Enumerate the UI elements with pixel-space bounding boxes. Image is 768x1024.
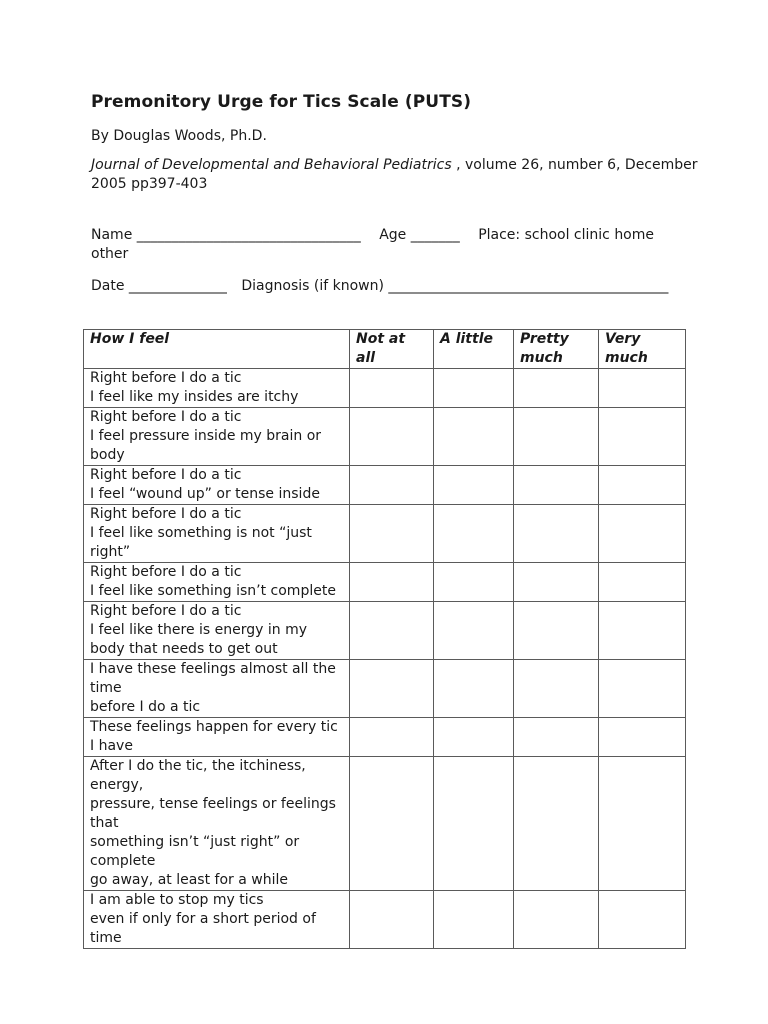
rating-cell-very-much[interactable]	[599, 757, 686, 891]
rating-cell-pretty-much[interactable]	[514, 757, 599, 891]
table-row	[84, 563, 686, 602]
header-very-much: Very much	[599, 330, 686, 369]
table-row	[84, 660, 686, 718]
patient-info-line	[91, 226, 681, 264]
header-pretty-much: Pretty much	[514, 330, 599, 369]
rating-cell-very-much[interactable]	[599, 505, 686, 563]
item-statement: Right before I do a tic I feel pressure inside my brain or body	[84, 408, 350, 466]
table-row	[84, 891, 686, 949]
rating-cell-not-at-all[interactable]	[350, 891, 434, 949]
rating-cell-pretty-much[interactable]	[514, 466, 599, 505]
rating-cell-a-little[interactable]	[434, 505, 514, 563]
date-diagnosis-line	[91, 277, 681, 296]
rating-cell-not-at-all[interactable]	[350, 757, 434, 891]
rating-cell-pretty-much[interactable]	[514, 718, 599, 757]
item-statement: These feelings happen for every tic I have	[84, 718, 350, 757]
rating-cell-very-much[interactable]	[599, 369, 686, 408]
table-row	[84, 408, 686, 466]
rating-cell-very-much[interactable]	[599, 660, 686, 718]
table-header-row	[84, 330, 686, 369]
item-statement: I am able to stop my tics even if only for a short period of time	[84, 891, 350, 949]
item-statement: Right before I do a tic I feel like something isn’t complete	[84, 563, 350, 602]
table-body	[84, 369, 686, 949]
rating-cell-a-little[interactable]	[434, 408, 514, 466]
author-line: By Douglas Woods, Ph.D.	[91, 128, 267, 144]
rating-cell-not-at-all[interactable]	[350, 505, 434, 563]
rating-cell-not-at-all[interactable]	[350, 660, 434, 718]
rating-cell-a-little[interactable]	[434, 602, 514, 660]
item-statement: Right before I do a tic I feel “wound up” or tense inside	[84, 466, 350, 505]
rating-cell-a-little[interactable]	[434, 466, 514, 505]
rating-cell-very-much[interactable]	[599, 718, 686, 757]
rating-cell-not-at-all[interactable]	[350, 369, 434, 408]
header-a-little: A little	[434, 330, 514, 369]
item-statement: I have these feelings almost all the time before I do a tic	[84, 660, 350, 718]
rating-cell-pretty-much[interactable]	[514, 369, 599, 408]
place-field[interactable]: Place: school clinic home other	[91, 227, 655, 262]
table-row	[84, 369, 686, 408]
table-row	[84, 718, 686, 757]
diagnosis-field[interactable]: Diagnosis (if known) ________________________________________	[241, 278, 669, 294]
rating-cell-very-much[interactable]	[599, 466, 686, 505]
rating-cell-very-much[interactable]	[599, 408, 686, 466]
table-row	[84, 505, 686, 563]
age-field[interactable]: Age _______	[379, 227, 460, 243]
rating-cell-not-at-all[interactable]	[350, 563, 434, 602]
rating-cell-pretty-much[interactable]	[514, 408, 599, 466]
puts-rating-table	[83, 329, 686, 949]
item-statement: Right before I do a tic I feel like my insides are itchy	[84, 369, 350, 408]
table-row	[84, 757, 686, 891]
table-row	[84, 602, 686, 660]
header-how-i-feel: How I feel	[84, 330, 350, 369]
item-statement: After I do the tic, the itchiness, energy, pressure, tense feelings or feelings that something isn’t “just right” or complete go away, at least for a while	[84, 757, 350, 891]
rating-cell-a-little[interactable]	[434, 718, 514, 757]
date-field[interactable]: Date ______________	[91, 278, 227, 294]
rating-cell-not-at-all[interactable]	[350, 466, 434, 505]
item-statement: Right before I do a tic I feel like there is energy in my body that needs to get out	[84, 602, 350, 660]
rating-cell-pretty-much[interactable]	[514, 563, 599, 602]
rating-cell-a-little[interactable]	[434, 369, 514, 408]
name-field[interactable]: Name ________________________________	[91, 227, 361, 243]
rating-cell-very-much[interactable]	[599, 602, 686, 660]
rating-cell-pretty-much[interactable]	[514, 505, 599, 563]
rating-cell-a-little[interactable]	[434, 757, 514, 891]
document-title: Premonitory Urge for Tics Scale (PUTS)	[91, 92, 472, 112]
header-not-at-all: Not at all	[350, 330, 434, 369]
journal-name: Journal of Developmental and Behavioral Pediatrics	[91, 157, 452, 173]
item-statement: Right before I do a tic I feel like something is not “just right”	[84, 505, 350, 563]
rating-cell-pretty-much[interactable]	[514, 891, 599, 949]
citation	[91, 156, 701, 194]
rating-cell-not-at-all[interactable]	[350, 408, 434, 466]
rating-cell-very-much[interactable]	[599, 891, 686, 949]
rating-cell-not-at-all[interactable]	[350, 602, 434, 660]
rating-cell-pretty-much[interactable]	[514, 660, 599, 718]
rating-cell-a-little[interactable]	[434, 563, 514, 602]
citation-details: , volume 26, number 6, December 2005 pp397-403	[91, 157, 698, 192]
table-row	[84, 466, 686, 505]
rating-cell-not-at-all[interactable]	[350, 718, 434, 757]
rating-cell-a-little[interactable]	[434, 660, 514, 718]
rating-cell-a-little[interactable]	[434, 891, 514, 949]
rating-cell-pretty-much[interactable]	[514, 602, 599, 660]
rating-cell-very-much[interactable]	[599, 563, 686, 602]
